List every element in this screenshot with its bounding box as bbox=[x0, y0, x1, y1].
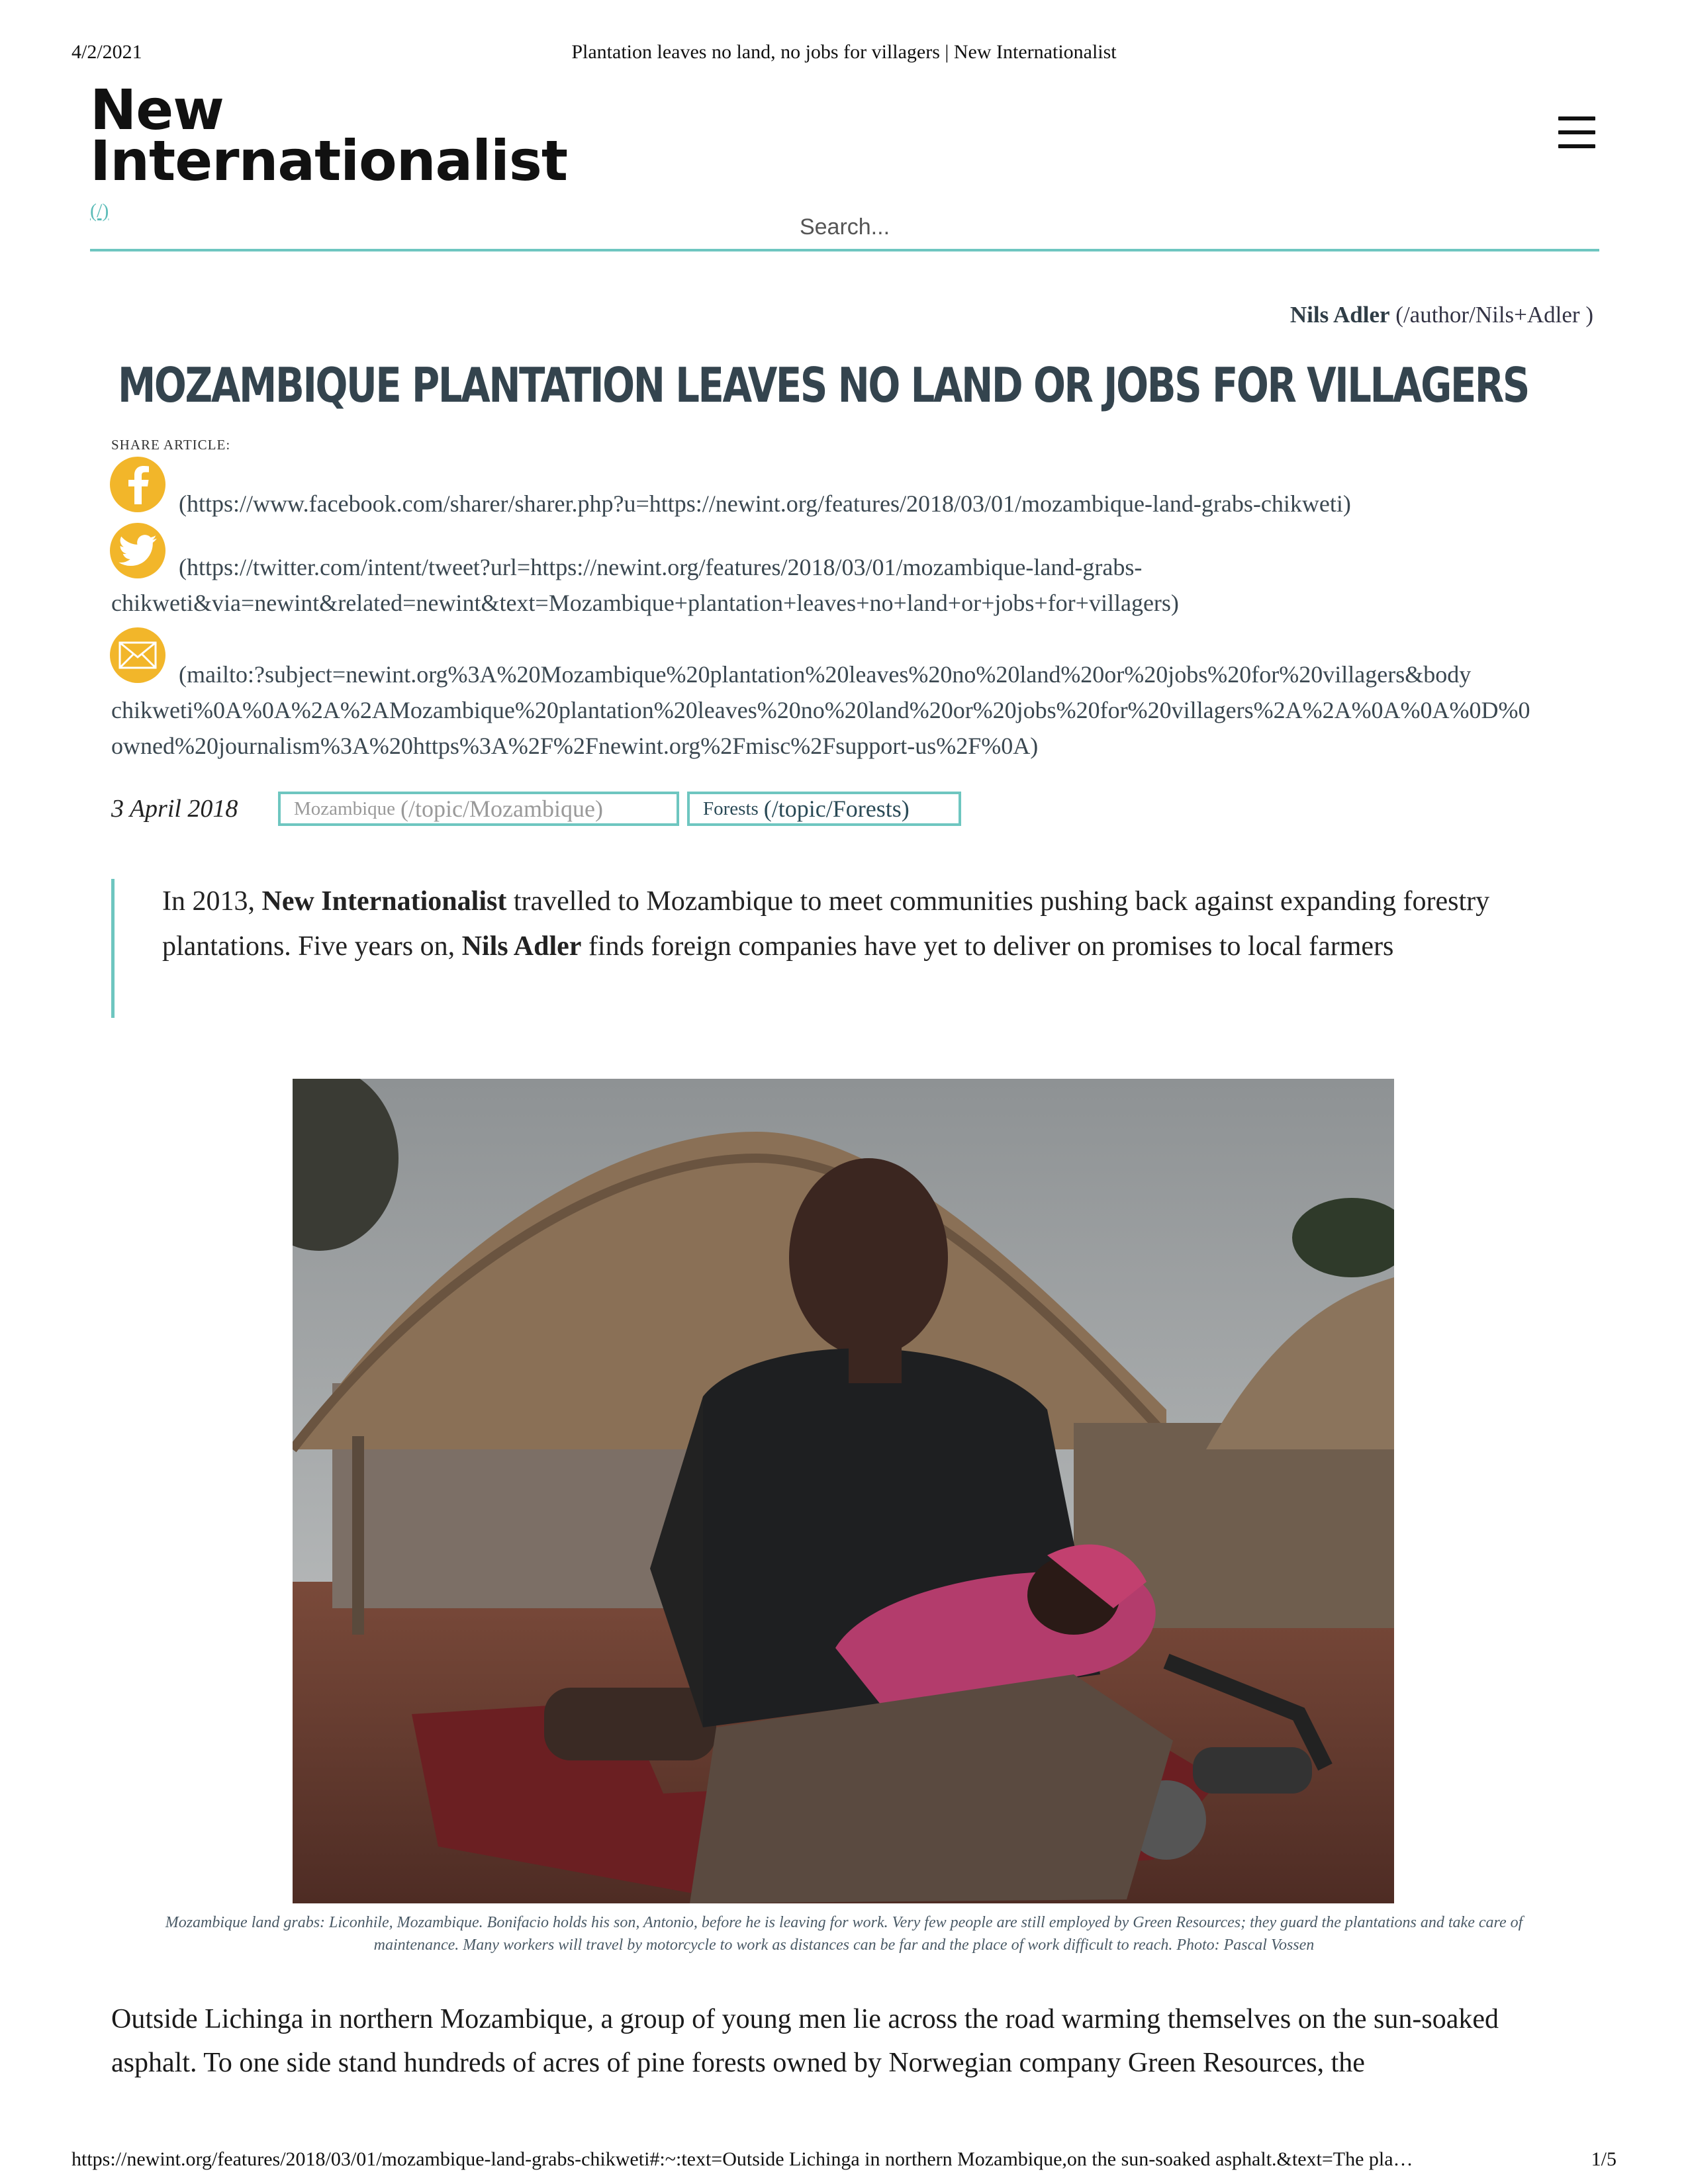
tag-name: Forests bbox=[703, 797, 759, 819]
standfirst-text: travelled to Mozambique to meet communities pushing back against expanding forestry plantations. Five years on, bbox=[162, 886, 1490, 962]
search-input[interactable] bbox=[90, 209, 1599, 245]
print-page-title: Plantation leaves no land, no jobs for villagers | New Internationalist bbox=[571, 41, 1117, 63]
publish-date: 3 April 2018 bbox=[111, 795, 238, 823]
hamburger-menu-icon[interactable] bbox=[1558, 116, 1595, 148]
twitter-share-link[interactable]: (https://twitter.com/intent/tweet?url=https://newint.org/features/2018/03/01/mozambique-land-grabs-chikweti&via=newint&related=newint&text=Mozambique+plantation+leaves+no+land+or+jobs+for+villagers) bbox=[111, 554, 1179, 616]
article-standfirst bbox=[111, 879, 1501, 1018]
tag-link: (/topic/Forests) bbox=[763, 796, 910, 822]
print-url: https://newint.org/features/2018/03/01/mozambique-land-grabs-chikweti#:~:text=Outside Lichinga in northern Mozambique,on the sun-soaked asphalt.&text=The pla… bbox=[71, 2148, 1413, 2170]
standfirst-text: finds foreign companies have yet to deliver on promises to local farmers bbox=[581, 931, 1394, 962]
facebook-icon[interactable] bbox=[110, 457, 165, 512]
author-link: (/author/Nils+Adler ) bbox=[1389, 302, 1593, 328]
tag-mozambique[interactable] bbox=[278, 792, 679, 826]
tag-name: Mozambique bbox=[294, 797, 396, 819]
author-name: Nils Adler bbox=[1289, 302, 1390, 328]
logo-line-1: New bbox=[90, 77, 224, 142]
photo-caption: Mozambique land grabs: Liconhile, Mozambique. Bonifacio holds his son, Antonio, before he is leaving for work. Very few people are still employed by Green Resources; they guard the plantations and take care of maintenance. Many workers will travel by motorcycle to work as distances can be far and the place of work difficult to reach. Photo: Pascal Vossen bbox=[165, 1914, 1523, 1954]
print-date: 4/2/2021 bbox=[71, 41, 142, 63]
print-page-number: 1/5 bbox=[1591, 2148, 1617, 2170]
search-bar bbox=[90, 209, 1599, 251]
standfirst-text: In 2013, bbox=[162, 886, 262, 917]
article-headline: MOZAMBIQUE PLANTATION LEAVES NO LAND OR JOBS FOR VILLAGERS bbox=[118, 357, 1528, 413]
article-photo bbox=[293, 1079, 1394, 1903]
author-byline[interactable] bbox=[1290, 302, 1593, 328]
home-link[interactable]: (/) bbox=[90, 200, 109, 222]
email-share-link[interactable] bbox=[111, 657, 1607, 764]
standfirst-bold: Nils Adler bbox=[461, 931, 582, 962]
logo-line-2: Internationalist bbox=[90, 128, 567, 194]
site-logo[interactable] bbox=[90, 77, 567, 194]
tag-forests[interactable] bbox=[687, 792, 961, 826]
article-body-paragraph: Outside Lichinga in northern Mozambique, a group of young men lie across the road warming themselves on the sun-soaked asphalt. To one side stand hundreds of acres of pine forests owned by Norwegian company Green Resources, the bbox=[111, 2004, 1499, 2078]
tag-link: (/topic/Mozambique) bbox=[400, 796, 603, 822]
email-share-line-3: owned%20journalism%3A%20https%3A%2F%2Fnewint.org%2Fmisc%2Fsupport-us%2F%0A) bbox=[111, 733, 1039, 759]
share-label: SHARE ARTICLE: bbox=[111, 437, 231, 453]
email-share-line-2: chikweti%0A%0A%2A%2AMozambique%20plantation%20leaves%20no%20land%20or%20jobs%20for%20villagers%2A%2A%0A%0A%0D%0 bbox=[111, 697, 1530, 723]
email-share-line-1: (mailto:?subject=newint.org%3A%20Mozambique%20plantation%20leaves%20no%20land%20or%20jobs%20for%20villagers&body bbox=[179, 661, 1472, 688]
standfirst-bold: New Internationalist bbox=[261, 886, 507, 917]
facebook-share-link[interactable]: (https://www.facebook.com/sharer/sharer.php?u=https://newint.org/features/2018/03/01/mozambique-land-grabs-chikweti) bbox=[179, 490, 1351, 517]
